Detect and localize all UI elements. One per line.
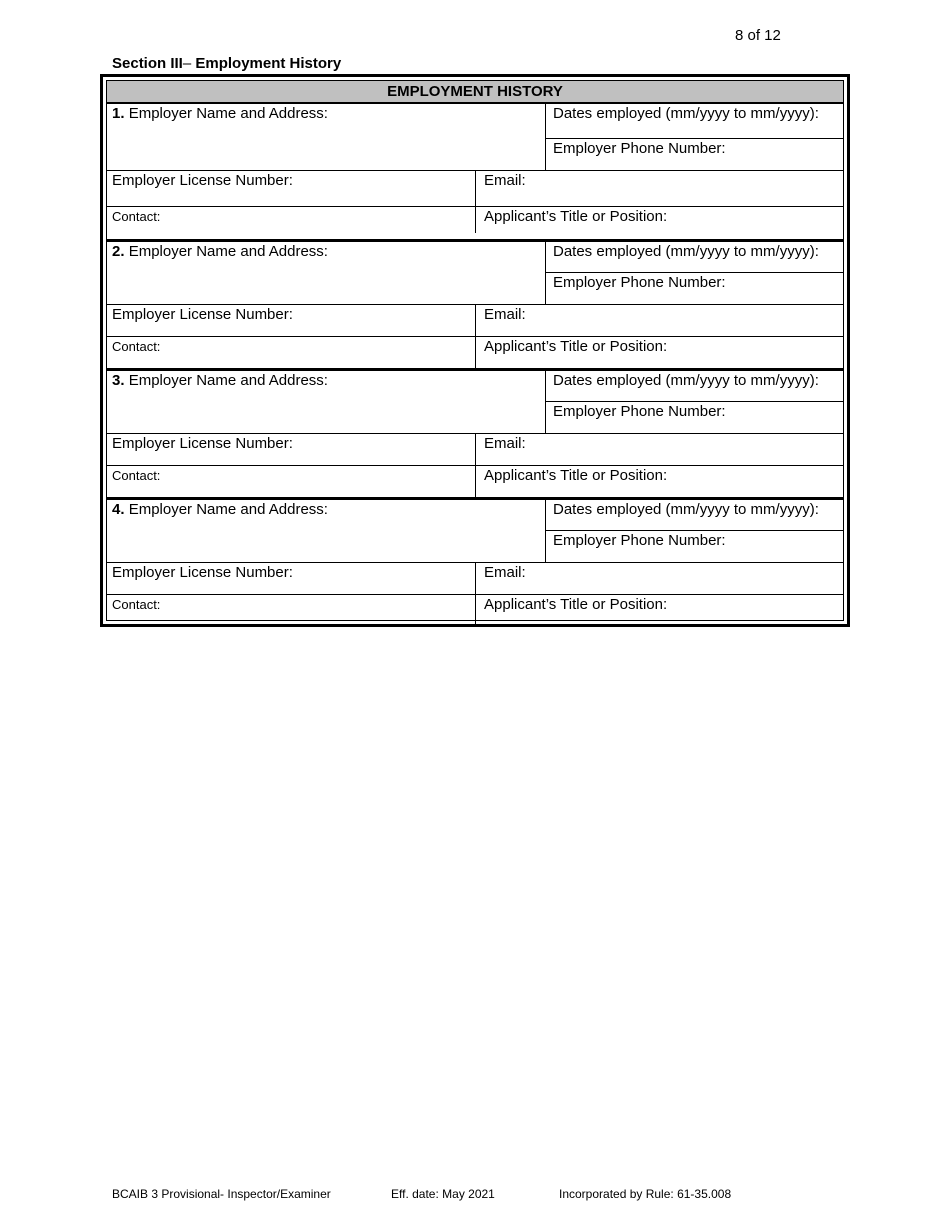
employer-number-1: 1. [112, 105, 125, 122]
dates-employed-label-1: Dates employed (mm/yyyy to mm/yyyy): [553, 105, 819, 122]
employer-license-field-2[interactable] [107, 305, 475, 336]
employer-name-address-field-2[interactable] [107, 242, 545, 304]
employer-number-3: 3. [112, 372, 125, 389]
email-field-4[interactable] [476, 563, 843, 594]
section-name: Employment History [195, 55, 342, 72]
contact-field-1[interactable] [107, 207, 475, 233]
employer-name-address-label-1: Employer Name and Address: [128, 105, 328, 122]
employer-name-address-field-3[interactable] [107, 371, 545, 433]
employer-phone-field-3[interactable] [546, 402, 843, 433]
contact-field-2[interactable] [107, 337, 475, 368]
employer-license-label-1: Employer License Number: [112, 172, 293, 189]
contact-label-2: Contact: [112, 339, 161, 354]
applicant-title-field-2[interactable] [476, 337, 843, 368]
dates-employed-label-2: Dates employed (mm/yyyy to mm/yyyy): [553, 243, 819, 260]
dates-employed-label-3: Dates employed (mm/yyyy to mm/yyyy): [553, 372, 819, 389]
table-inner-frame [106, 80, 844, 621]
email-field-1[interactable] [476, 171, 843, 206]
dates-employed-field-2[interactable] [546, 242, 843, 272]
section-dash: – [182, 55, 192, 72]
applicant-title-label-2: Applicant’s Title or Position: [484, 338, 668, 355]
employer-phone-label-3: Employer Phone Number: [553, 403, 726, 420]
dates-employed-field-3[interactable] [546, 371, 843, 401]
dates-employed-field-4[interactable] [546, 500, 843, 530]
email-label-1: Email: [484, 172, 526, 189]
section-prefix: Section III [112, 55, 183, 72]
employer-phone-field-2[interactable] [546, 273, 843, 304]
employer-name-address-field-4[interactable] [107, 500, 545, 562]
email-field-3[interactable] [476, 434, 843, 465]
employer-name-address-label-2: Employer Name and Address: [128, 243, 328, 260]
employer-license-label-3: Employer License Number: [112, 435, 293, 452]
employer-block-2 [107, 239, 843, 368]
employer-number-4: 4. [112, 501, 125, 518]
applicant-title-field-4[interactable] [476, 595, 843, 626]
employer-license-label-2: Employer License Number: [112, 306, 293, 323]
contact-label-3: Contact: [112, 468, 161, 483]
employer-phone-label-1: Employer Phone Number: [553, 140, 726, 157]
employer-number-2: 2. [112, 243, 125, 260]
employer-phone-field-1[interactable] [546, 139, 843, 170]
applicant-title-label-1: Applicant’s Title or Position: [484, 208, 668, 225]
employer-name-address-label-4: Employer Name and Address: [128, 501, 328, 518]
dates-employed-label-4: Dates employed (mm/yyyy to mm/yyyy): [553, 501, 819, 518]
page-number: 8 of 12 [735, 27, 781, 44]
applicant-title-field-1[interactable] [476, 207, 843, 233]
employer-license-label-4: Employer License Number: [112, 564, 293, 581]
employer-block-3 [107, 368, 843, 497]
employer-license-field-1[interactable] [107, 171, 475, 206]
email-label-3: Email: [484, 435, 526, 452]
employer-license-field-3[interactable] [107, 434, 475, 465]
email-label-4: Email: [484, 564, 526, 581]
applicant-title-label-4: Applicant’s Title or Position: [484, 596, 668, 613]
footer-form-name: BCAIB 3 Provisional- Inspector/Examiner [112, 1187, 331, 1201]
employer-block-1 [107, 103, 843, 232]
email-label-2: Email: [484, 306, 526, 323]
footer-eff-date: Eff. date: May 2021 [391, 1187, 495, 1201]
employer-phone-field-4[interactable] [546, 531, 843, 562]
employer-name-address-field-1[interactable] [107, 104, 545, 170]
footer-rule: Incorporated by Rule: 61-35.008 [559, 1187, 732, 1201]
dates-employed-field-1[interactable] [546, 104, 843, 138]
contact-field-3[interactable] [107, 466, 475, 497]
contact-label-1: Contact: [112, 209, 161, 224]
section-title [112, 55, 341, 72]
applicant-title-label-3: Applicant’s Title or Position: [484, 467, 668, 484]
contact-label-4: Contact: [112, 597, 161, 612]
employer-phone-label-4: Employer Phone Number: [553, 532, 726, 549]
employer-phone-label-2: Employer Phone Number: [553, 274, 726, 291]
email-field-2[interactable] [476, 305, 843, 336]
table-header: EMPLOYMENT HISTORY [107, 81, 843, 103]
applicant-title-field-3[interactable] [476, 466, 843, 497]
employer-name-address-label-3: Employer Name and Address: [128, 372, 328, 389]
employer-license-field-4[interactable] [107, 563, 475, 594]
employer-block-4 [107, 497, 843, 626]
contact-field-4[interactable] [107, 595, 475, 626]
employment-history-table [100, 74, 850, 627]
